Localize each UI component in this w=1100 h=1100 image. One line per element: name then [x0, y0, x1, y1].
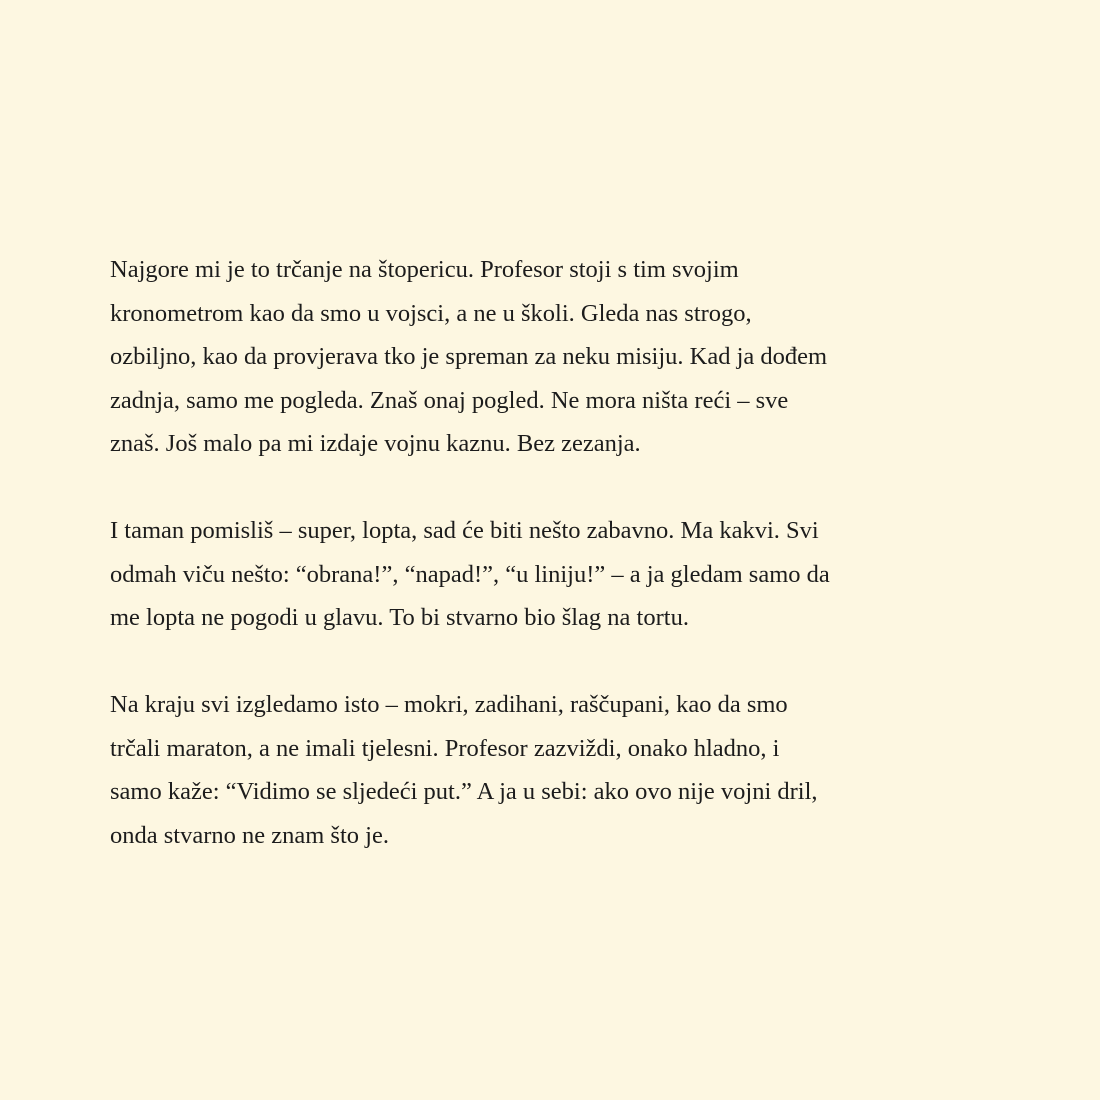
text-line: Najgore mi je to trčanje na štopericu. Profesor stoji s tim svojim [110, 256, 739, 283]
paragraph-1 [110, 248, 1000, 466]
text-line: onda stvarno ne znam što je. [110, 821, 389, 849]
text-line: znaš. Još malo pa mi izdaje vojnu kaznu. Bez zezanja. [110, 430, 641, 457]
text-line: me lopta ne pogodi u glavu. To bi stvarno bio šlag na tortu. [110, 604, 689, 631]
text-line: I taman pomisliš – super, lopta, sad će biti nešto zabavno. Ma kakvi. Svi [110, 517, 819, 544]
text-line: odmah viču nešto: “obrana!”, “napad!”, “u liniju!” – a ja gledam samo da [110, 560, 830, 588]
text-line: ozbiljno, kao da provjerava tko je spreman za neku misiju. Kad ja dođem [110, 343, 828, 370]
paragraph-2 [110, 509, 1000, 640]
text-line: zadnja, samo me pogleda. Znaš onaj pogled. Ne mora ništa reći – sve [110, 386, 789, 414]
text-line: kronometrom kao da smo u vojsci, a ne u školi. Gleda nas strogo, [110, 299, 752, 327]
paragraph-3 [110, 683, 1000, 857]
text-line: samo kaže: “Vidimo se sljedeći put.” A ja u sebi: ako ovo nije vojni dril, [110, 778, 818, 805]
text-line: Na kraju svi izgledamo isto – mokri, zadihani, raščupani, kao da smo [110, 691, 788, 718]
text-body [110, 248, 1000, 901]
text-line: trčali maraton, a ne imali tjelesni. Profesor zazviždi, onako hladno, i [110, 734, 780, 762]
